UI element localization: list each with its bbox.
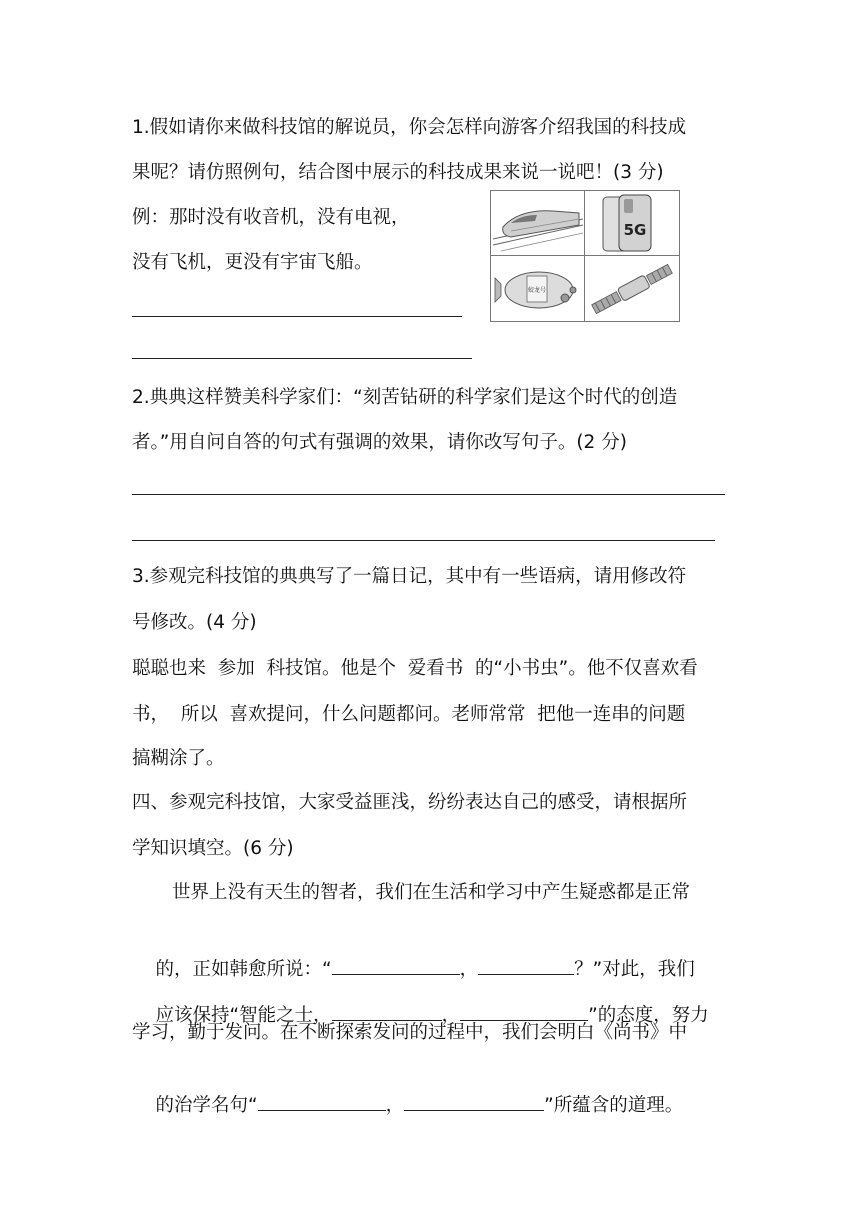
q3-prompt-line1: 3.参观完科技馆的典典写了一篇日记，其中有一些语病，请用修改符: [132, 566, 687, 587]
fill-blank-hanyu-1[interactable]: [332, 954, 460, 975]
submersible-label: 蛟龙号: [527, 287, 547, 294]
fill-blank-zhineng-1[interactable]: [332, 1000, 442, 1021]
submersible-image: [491, 256, 585, 321]
section4-paragraph-line4: 学习，勤于发问。在不断探索发问的过程中，我们会明白《尚书》中: [132, 1022, 688, 1043]
text-segment: ，: [459, 959, 479, 980]
q3-diary-line1: 聪聪也来 参加 科技馆。他是个 爱看书 的“小书虫”。他不仅喜欢看: [132, 658, 698, 679]
fill-blank-zhineng-2[interactable]: [460, 1000, 588, 1021]
fill-blank-hanyu-2[interactable]: [478, 954, 574, 975]
space-station-image: [585, 256, 679, 321]
5g-phone-image: [585, 191, 679, 256]
q2-answer-blank-2[interactable]: [132, 540, 715, 541]
q1-answer-blank-1[interactable]: [132, 316, 462, 317]
text-segment: 的治学名句“: [155, 1095, 258, 1116]
q3-diary-line3: 搞糊涂了。: [132, 748, 225, 769]
section4-heading-line1: 四、参观完科技馆，大家受益匪浅，纷纷表达自己的感受，请根据所: [132, 792, 688, 813]
q2-prompt-line2: 者。”用自问自答的句式有强调的效果，请你改写句子。(2 分): [132, 432, 627, 453]
text-segment: ”所蕴含的道理。: [544, 1095, 684, 1116]
q2-prompt-line1: 2.典典这样赞美科学家们：“刻苦钻研的科学家们是这个时代的创造: [132, 387, 678, 408]
section4-heading-line2: 学知识填空。(6 分): [132, 838, 294, 859]
text-segment: ”的态度，努力: [588, 1005, 709, 1026]
high-speed-train-image: [491, 191, 585, 256]
q1-prompt-line2: 果呢？请仿照例句，结合图中展示的科技成果来说一说吧！(3 分): [132, 162, 664, 183]
section4-paragraph-line1: 世界上没有天生的智者，我们在生活和学习中产生疑惑都是正常: [172, 882, 691, 903]
q1-prompt-line1: 1.假如请你来做科技馆的解说员，你会怎样向游客介绍我国的科技成: [132, 117, 687, 138]
text-segment: 应该保持“智能之士，: [155, 1005, 332, 1026]
section4-paragraph-line5: [132, 1064, 683, 1145]
tech-achievements-image: [490, 190, 680, 322]
5g-label: 5G: [623, 221, 647, 239]
q3-diary-line2: 书， 所以 喜欢提问，什么问题都问。老师常常 把他一连串的问题: [132, 704, 686, 725]
fill-blank-shangshu-2[interactable]: [404, 1090, 544, 1111]
q2-answer-blank-1[interactable]: [132, 494, 725, 495]
text-segment: 的，正如韩愈所说：“: [155, 959, 332, 980]
text-segment: ，: [441, 1005, 461, 1026]
q1-example-line2: 没有飞机，更没有宇宙飞船。: [132, 252, 373, 273]
q1-answer-blank-2[interactable]: [132, 358, 472, 359]
q1-example-line1: 例：那时没有收音机，没有电视，: [132, 207, 410, 228]
fill-blank-shangshu-1[interactable]: [258, 1090, 386, 1111]
q3-prompt-line2: 号修改。(4 分): [132, 612, 257, 633]
text-segment: ，: [385, 1095, 405, 1116]
text-segment: ？”对此，我们: [574, 959, 695, 980]
